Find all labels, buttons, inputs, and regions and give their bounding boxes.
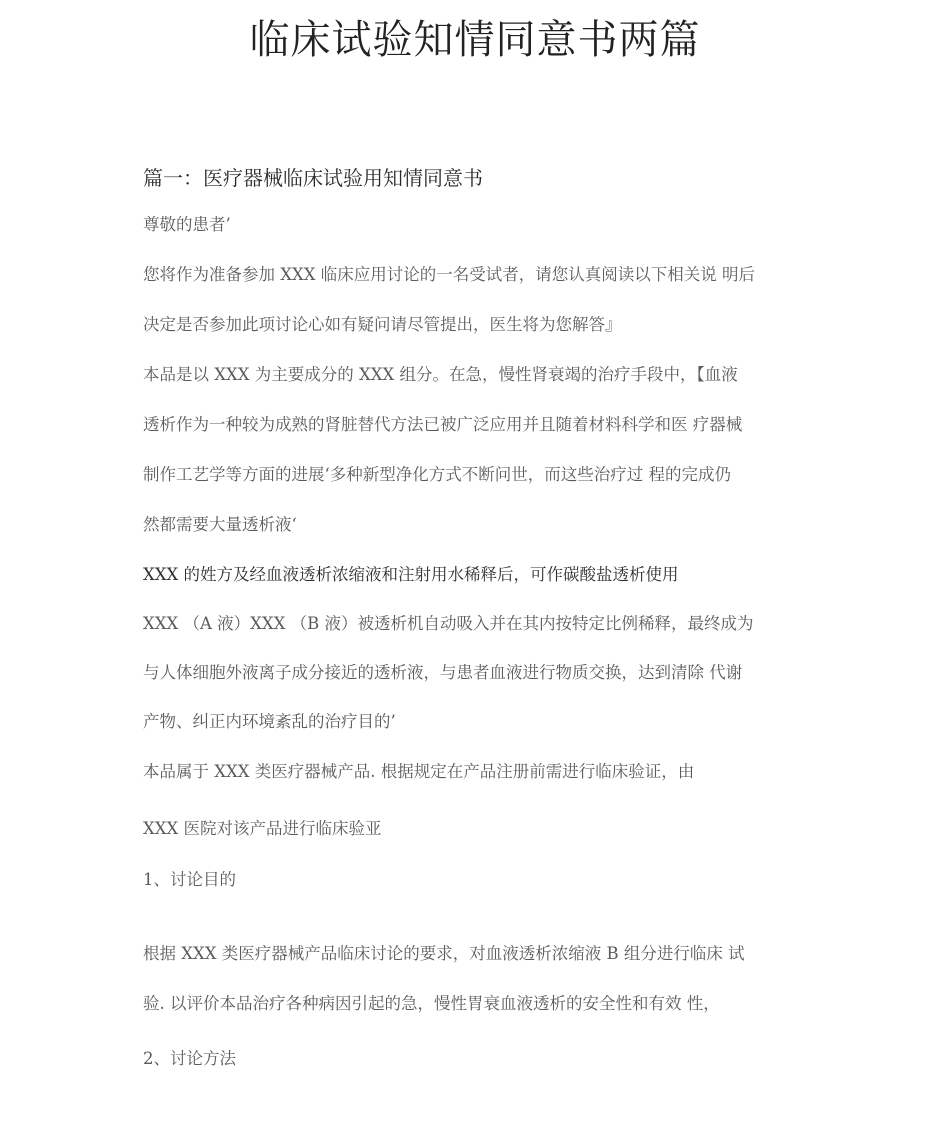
paragraph-line: 制作工艺学等方面的进展‘多种新型净化方式不断问世，而这些治疗过 程的完成仍	[143, 465, 731, 484]
salutation-line: 尊敬的患者’	[143, 215, 231, 234]
paragraph-line: 您将作为准备参加 XXX 临床应用讨论的一名受试者，请您认真阅读以下相关说 明后	[143, 265, 755, 284]
document-title: 临床试验知情同意书两篇	[249, 17, 701, 63]
paragraph-line: 本品属于 XXX 类医疗器械产品. 根据规定在产品注册前需进行临床验证，由	[143, 762, 695, 781]
paragraph-line: 透析作为一种较为成熟的肾脏替代方法已被广泛应用并且随着材料科学和医 疗器械	[143, 415, 743, 434]
paragraph-line: 产物、纠正内环境紊乱的治疗目的’	[143, 712, 396, 731]
paragraph-line: 验. 以评价本品治疗各种病因引起的急，慢性胃衰血液透析的安全性和有效 性，	[143, 994, 720, 1013]
paragraph-line: XXX 医院对该产品进行临床验亚	[143, 819, 382, 838]
numbered-heading: 2、讨论方法	[143, 1049, 236, 1068]
paragraph-line: 决定是否参加此项讨论心如有疑问请尽管提出，医生将为您解答』	[143, 315, 622, 334]
paragraph-line: 根据 XXX 类医疗器械产品临床讨论的要求，对血液透析浓缩液 B 组分进行临床 试	[143, 944, 745, 963]
paragraph-line: XXX （A 液）XXX （B 液）被透析机自动吸入并在其内按特定比例稀释，最终成为	[143, 614, 754, 633]
paragraph-line: XXX 的姓方及经血液透析浓缩液和注射用水稀释后，可作碳酸盐透析使用	[143, 565, 679, 584]
paragraph-line: 然都需要大量透析液‘	[143, 515, 297, 534]
numbered-heading: 1、讨论目的	[143, 870, 236, 889]
paragraph-line: 与人体细胞外液离子成分接近的透析液，与患者血液进行物质交换，达到清除 代谢	[143, 663, 743, 682]
section-heading: 篇一：医疗器械临床试验用知情同意书	[143, 166, 483, 190]
paragraph-line: 本品是以 XXX 为主要成分的 XXX 组分。在急，慢性肾衰竭的治疗手段中，【血液	[143, 365, 738, 384]
